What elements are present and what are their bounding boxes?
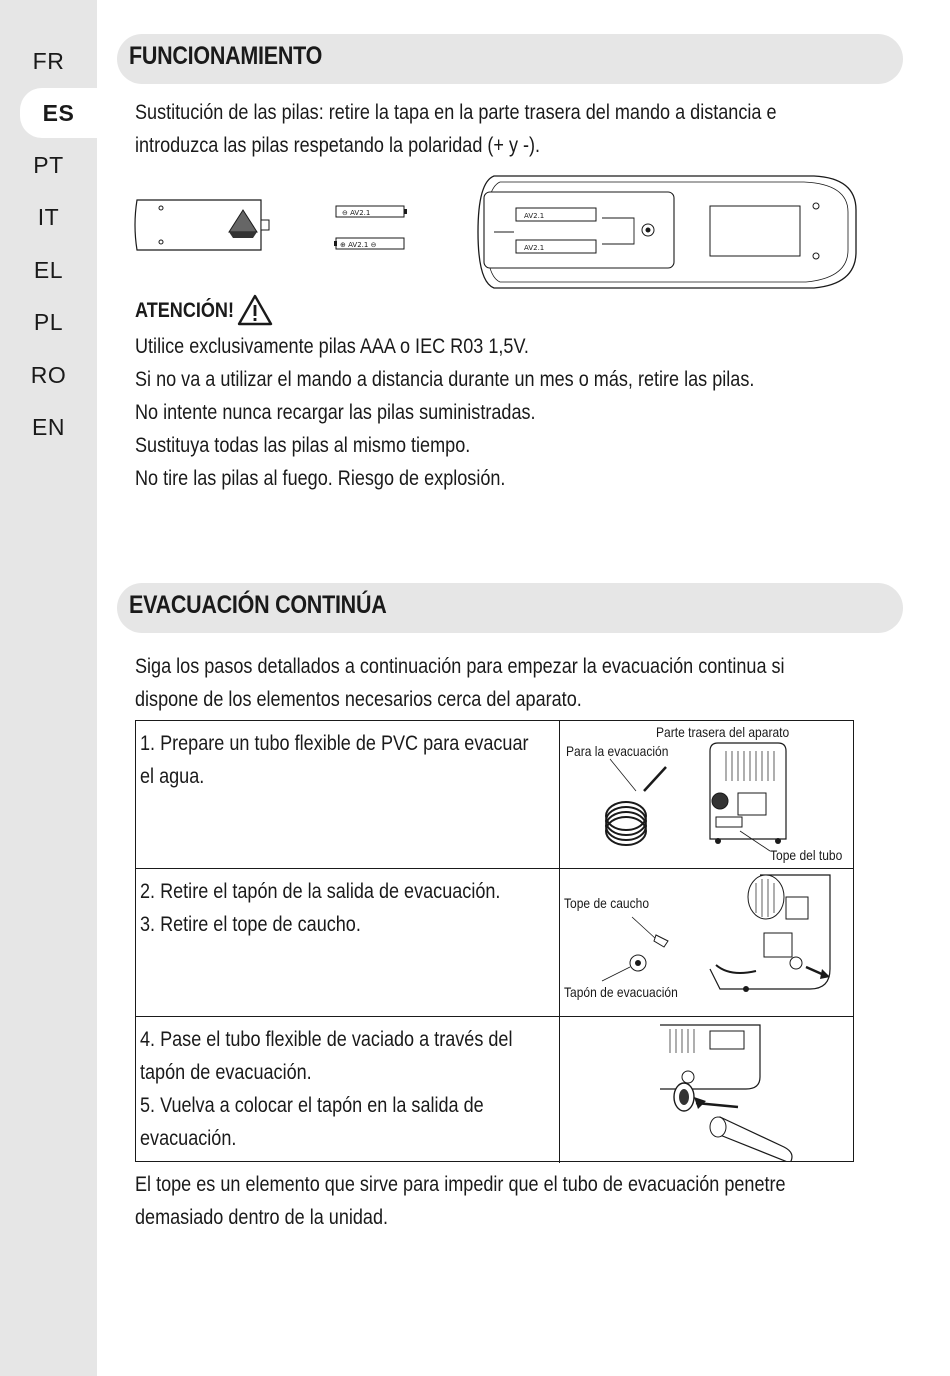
warning-title: ATENCIÓN!: [135, 299, 234, 322]
lang-tab-es[interactable]: ES: [20, 88, 97, 138]
warning-triangle-icon: [236, 293, 274, 327]
batteries-illustration: [334, 202, 408, 256]
table-row: [136, 721, 853, 869]
step-text-cell: [136, 721, 560, 868]
warning-line: No intente nunca recargar las pilas suministradas.: [135, 401, 536, 424]
step-line: 1. Prepare un tubo flexible de PVC para evacuar: [140, 732, 529, 755]
step-line: 5. Vuelva a colocar el tapón en la salida de: [140, 1094, 484, 1117]
step-line: 2. Retire el tapón de la salida de evacuación.: [140, 880, 501, 903]
svg-text:⊕ AV2.1 ⊖: ⊕ AV2.1 ⊖: [340, 241, 377, 249]
lang-tab-el[interactable]: EL: [33, 257, 64, 283]
intro-text: dispone de los elementos necesarios cerca del aparato.: [135, 688, 582, 711]
step-line: 4. Pase el tubo flexible de vaciado a través del: [140, 1028, 513, 1051]
lang-tab-fr[interactable]: FR: [32, 48, 65, 74]
hose-insertion-illustration: [560, 1017, 854, 1161]
lang-tab-ro[interactable]: RO: [30, 362, 67, 388]
warning-line: Sustituya todas las pilas al mismo tiempo.: [135, 434, 471, 457]
lang-tab-pl[interactable]: PL: [33, 309, 64, 335]
label-rear-of-unit: Parte trasera del aparato: [656, 724, 790, 740]
table-row: [136, 1017, 853, 1163]
intro-text: Sustitución de las pilas: retire la tapa en la parte trasera del mando a distancia e: [135, 101, 777, 124]
step-line: 3. Retire el tope de caucho.: [140, 913, 361, 936]
svg-text:AV2.1: AV2.1: [524, 244, 545, 252]
footer-note: demasiado dentro de la unidad.: [135, 1206, 389, 1229]
step-illustration-cell: [560, 721, 854, 868]
label-drain-plug: Tapón de evacuación: [564, 984, 678, 1000]
step-line: tapón de evacuación.: [140, 1061, 312, 1084]
lang-tab-pt[interactable]: PT: [33, 152, 64, 178]
step-2-3-text: [140, 875, 500, 941]
step-line: evacuación.: [140, 1127, 237, 1150]
step-4-5-text: [140, 1023, 512, 1155]
steps-table: [135, 720, 854, 1162]
section-header-evacuacion: [117, 583, 903, 633]
table-row: [136, 869, 853, 1017]
step-illustration-cell: [560, 1017, 854, 1163]
section-header-funcionamiento: [117, 34, 903, 84]
step-illustration-cell: [560, 869, 854, 1016]
lang-tab-en[interactable]: EN: [32, 414, 65, 440]
footer-note: El tope es un elemento que sirve para impedir que el tubo de evacuación penetre: [135, 1173, 786, 1196]
svg-text:⊖ AV2.1: ⊖ AV2.1: [342, 209, 371, 217]
warning-line: Si no va a utilizar el mando a distancia durante un mes o más, retire las pilas.: [135, 368, 755, 391]
lang-tab-it[interactable]: IT: [37, 204, 60, 230]
step-text-cell: [136, 1017, 560, 1163]
label-rubber-stop: Tope de caucho: [564, 895, 650, 911]
section-title: EVACUACIÓN CONTINÚA: [129, 591, 387, 619]
svg-text:AV2.1: AV2.1: [524, 212, 545, 220]
warning-line: No tire las pilas al fuego. Riesgo de explosión.: [135, 467, 506, 490]
warning-line: Utilice exclusivamente pilas AAA o IEC R03 1,5V.: [135, 335, 529, 358]
intro-text: introduzca las pilas respetando la polaridad (+ y -).: [135, 134, 541, 157]
battery-cover-illustration: [133, 196, 275, 256]
section-title: FUNCIONAMIENTO: [129, 42, 323, 70]
step-text-cell: [136, 869, 560, 1016]
step-1-text: [140, 727, 529, 793]
label-hose-stop: Tope del tubo: [770, 847, 843, 863]
remote-control-back-illustration: [474, 172, 858, 292]
hose-and-unit-illustration: [560, 721, 854, 867]
step-line: el agua.: [140, 765, 205, 788]
language-sidebar: [0, 0, 97, 1376]
intro-text: Siga los pasos detallados a continuación para empezar la evacuación continua si: [135, 655, 785, 678]
plug-removal-illustration: [560, 869, 854, 1015]
label-drain-outlet: Para la evacuación: [566, 743, 669, 759]
